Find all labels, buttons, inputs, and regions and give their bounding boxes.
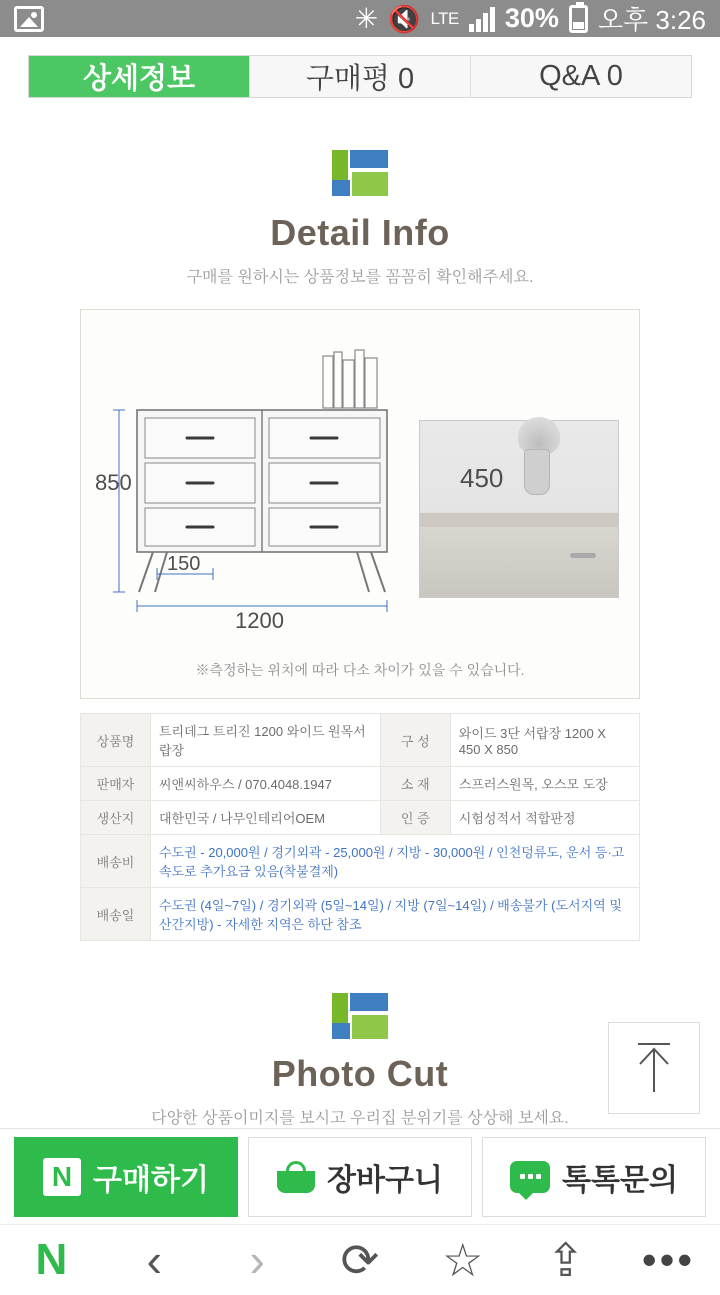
dimension-width-label: 1200 <box>235 608 284 633</box>
table-row <box>81 714 640 767</box>
battery-icon <box>569 5 588 33</box>
spec-value: 대한민국 / 나무인테리어OEM <box>151 801 381 835</box>
naver-n-icon: N <box>43 1158 81 1196</box>
product-spec-table <box>80 713 640 941</box>
shipping-fee-key: 배송비 <box>81 835 151 888</box>
add-to-cart-button[interactable] <box>248 1137 472 1217</box>
tab-detail-info[interactable]: 상세정보 <box>29 56 250 97</box>
network-type-label: LTE <box>430 8 459 28</box>
cart-icon <box>277 1161 315 1193</box>
add-to-cart-label: 장바구니 <box>327 1163 443 1197</box>
browser-nav-bar[interactable] <box>0 1224 720 1295</box>
talk-inquiry-button[interactable] <box>482 1137 706 1217</box>
spec-value: 시험성적서 적합판정 <box>450 801 639 835</box>
mute-icon: 🔇 <box>388 3 421 34</box>
more-dots-icon: ••• <box>641 1236 696 1283</box>
dimension-height-label: 850 <box>95 470 132 495</box>
table-row <box>81 835 640 888</box>
detail-info-subtitle: 구매를 원하시는 상품정보를 꼼꼼히 확인해주세요. <box>186 269 534 286</box>
battery-percent-label: 30% <box>504 3 559 33</box>
reload-button[interactable] <box>310 1225 410 1295</box>
spec-key: 생산지 <box>81 801 151 835</box>
bluetooth-icon: ✳ <box>354 2 379 34</box>
spec-key: 인 증 <box>380 801 450 835</box>
chevron-right-icon: › <box>249 1234 265 1286</box>
signal-bars-icon <box>469 6 495 32</box>
naver-home-button[interactable] <box>1 1225 101 1295</box>
talk-inquiry-label: 톡톡문의 <box>562 1163 678 1197</box>
table-row <box>81 767 640 801</box>
buy-now-label: 구매하기 <box>93 1163 209 1197</box>
spec-value: 와이드 3단 서랍장 1200 X 450 X 850 <box>450 714 639 767</box>
table-row <box>81 888 640 941</box>
spec-key: 구 성 <box>380 714 450 767</box>
product-side-photo <box>419 420 619 598</box>
photo-icon <box>14 6 44 32</box>
talk-bubble-icon <box>510 1161 550 1193</box>
share-button[interactable] <box>516 1225 616 1295</box>
tab-qna[interactable]: Q&A 0 <box>539 60 623 92</box>
status-bar <box>0 0 720 37</box>
furniture-line-drawing <box>95 324 465 654</box>
brand-logo-icon <box>332 150 388 196</box>
scroll-to-top-button[interactable] <box>608 1022 700 1114</box>
dimension-side-label: 450 <box>460 463 504 493</box>
shipping-time-value: 수도권 (4일~7일) / 경기외곽 (5일~14일) / 지방 (7일~14일) / 배송불가 (도서지역 및 산간지방) - 자세한 지역은 하단 참조 <box>151 888 640 941</box>
tab-reviews[interactable]: 구매평 0 <box>250 56 471 97</box>
share-icon: ⇪ <box>546 1234 585 1286</box>
purchase-action-bar[interactable] <box>0 1128 720 1224</box>
measurement-note: ※측정하는 위치에 따라 다소 차이가 있을 수 있습니다. <box>195 662 525 678</box>
photo-cut-title: Photo Cut <box>271 1053 449 1094</box>
spec-key: 판매자 <box>81 767 151 801</box>
spec-key: 소 재 <box>380 767 450 801</box>
chevron-left-icon: ‹ <box>146 1234 162 1286</box>
bookmark-button[interactable] <box>413 1225 513 1295</box>
spec-value: 트리데그 트리진 1200 와이드 원목서랍장 <box>151 714 381 767</box>
more-button[interactable] <box>618 1225 718 1295</box>
status-right-icons <box>355 0 706 37</box>
shipping-time-key: 배송일 <box>81 888 151 941</box>
photo-cut-subtitle: 다양한 상품이미지를 보시고 우리집 분위기를 상상해 보세요. <box>151 1110 569 1127</box>
table-row <box>81 801 640 835</box>
spec-value: 씨앤씨하우스 / 070.4048.1947 <box>151 767 381 801</box>
forward-button[interactable] <box>207 1225 307 1295</box>
product-tabs[interactable] <box>28 55 692 98</box>
dimension-depth-label: 150 <box>167 553 201 575</box>
shipping-fee-value: 수도권 - 20,000원 / 경기외곽 - 25,000원 / 지방 - 30,000원 / 인천덩류도, 운서 등·고속도로 추가요금 있음(착불결제) <box>151 835 640 888</box>
naver-n-icon: N <box>35 1235 68 1284</box>
clock-label: 오후 3:26 <box>597 5 706 35</box>
back-button[interactable] <box>104 1225 204 1295</box>
reload-icon: ⟳ <box>340 1234 380 1286</box>
spec-key: 상품명 <box>81 714 151 767</box>
detail-info-title: Detail Info <box>270 212 450 253</box>
buy-now-button[interactable] <box>14 1137 238 1217</box>
page-content[interactable] <box>0 116 720 1128</box>
status-left-icons <box>14 6 44 32</box>
brand-logo-icon <box>332 993 388 1039</box>
spec-value: 스프러스원목, 오스모 도장 <box>450 767 639 801</box>
star-icon: ☆ <box>442 1234 484 1286</box>
arrow-up-icon <box>631 1040 677 1096</box>
product-dimension-figure <box>80 309 640 699</box>
